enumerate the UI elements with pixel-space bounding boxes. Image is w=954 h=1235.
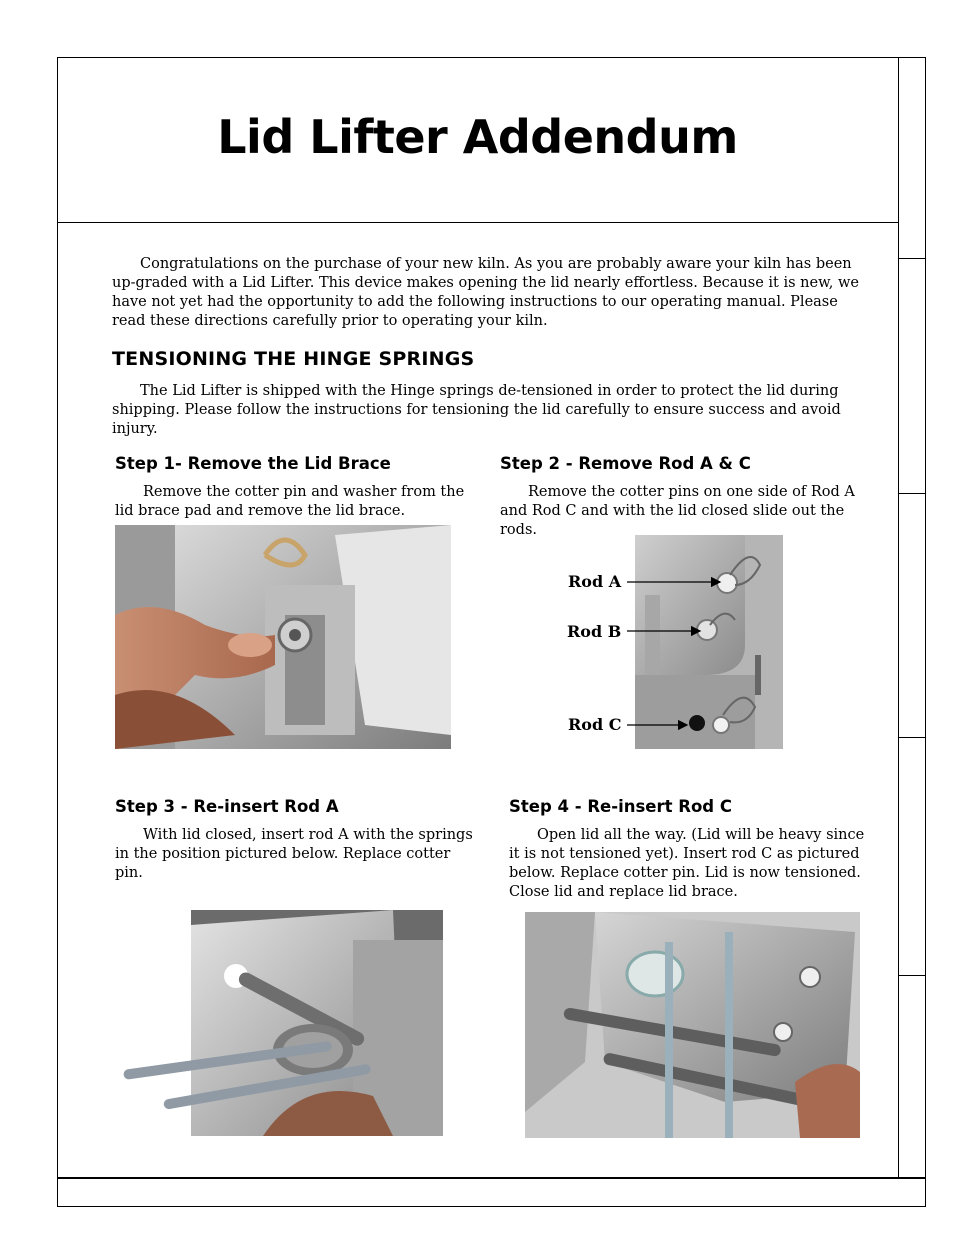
intro-paragraph: Congratulations on the purchase of your new kiln. As you are probably aware your kiln has been up-graded with a Lid Lifter. This device makes opening the lid nearly effortless. Because it is new, we have not yet had the opportunity to add the following instructions to our operating manual. Please read these directions carefully prior to operating your kiln.: [112, 256, 859, 329]
step-1-heading: Step 1- Remove the Lid Brace: [115, 454, 391, 473]
step-2-heading: Step 2 - Remove Rod A & C: [500, 454, 751, 473]
section-paragraph: The Lid Lifter is shipped with the Hinge springs de-tensioned in order to protect the lid during shipping. Please follow the instructions for tensioning the lid carefully to ensure success and avoid injury.: [112, 383, 841, 437]
side-tab-strip: [898, 57, 926, 1178]
step-4-text: Open lid all the way. (Lid will be heavy since it is not tensioned yet). Insert rod C as pictured below. Replace cotter pin. Lid is now tensioned. Close lid and replace lid brace.: [509, 827, 865, 900]
page-title: Lid Lifter Addendum: [217, 110, 738, 164]
rod-arrows: [625, 570, 735, 735]
step-2-text: Remove the cotter pins on one side of Rod A and Rod C and with the lid closed slide out the rods.: [500, 484, 855, 538]
tab-divider: [898, 258, 926, 259]
step-1-text: Remove the cotter pin and washer from the lid brace pad and remove the lid brace.: [115, 484, 465, 519]
step-4-heading: Step 4 - Re-insert Rod C: [509, 797, 732, 816]
footer-divider: [57, 1177, 926, 1179]
step-3-photo: [103, 910, 443, 1136]
step-1-photo: [115, 525, 451, 749]
step-3-text: With lid closed, insert rod A with the springs in the position pictured below. Replace cotter pin.: [115, 827, 473, 881]
tab-divider: [898, 737, 926, 738]
rod-c-label: Rod C: [568, 715, 622, 734]
section-heading: TENSIONING THE HINGE SPRINGS: [112, 348, 475, 370]
rod-b-label: Rod B: [567, 622, 622, 641]
tab-divider: [898, 493, 926, 494]
header-divider: [57, 222, 898, 223]
rod-a-label: Rod A: [568, 572, 622, 591]
step-3-heading: Step 3 - Re-insert Rod A: [115, 797, 339, 816]
step-4-photo: [525, 912, 860, 1138]
tab-divider: [898, 975, 926, 976]
